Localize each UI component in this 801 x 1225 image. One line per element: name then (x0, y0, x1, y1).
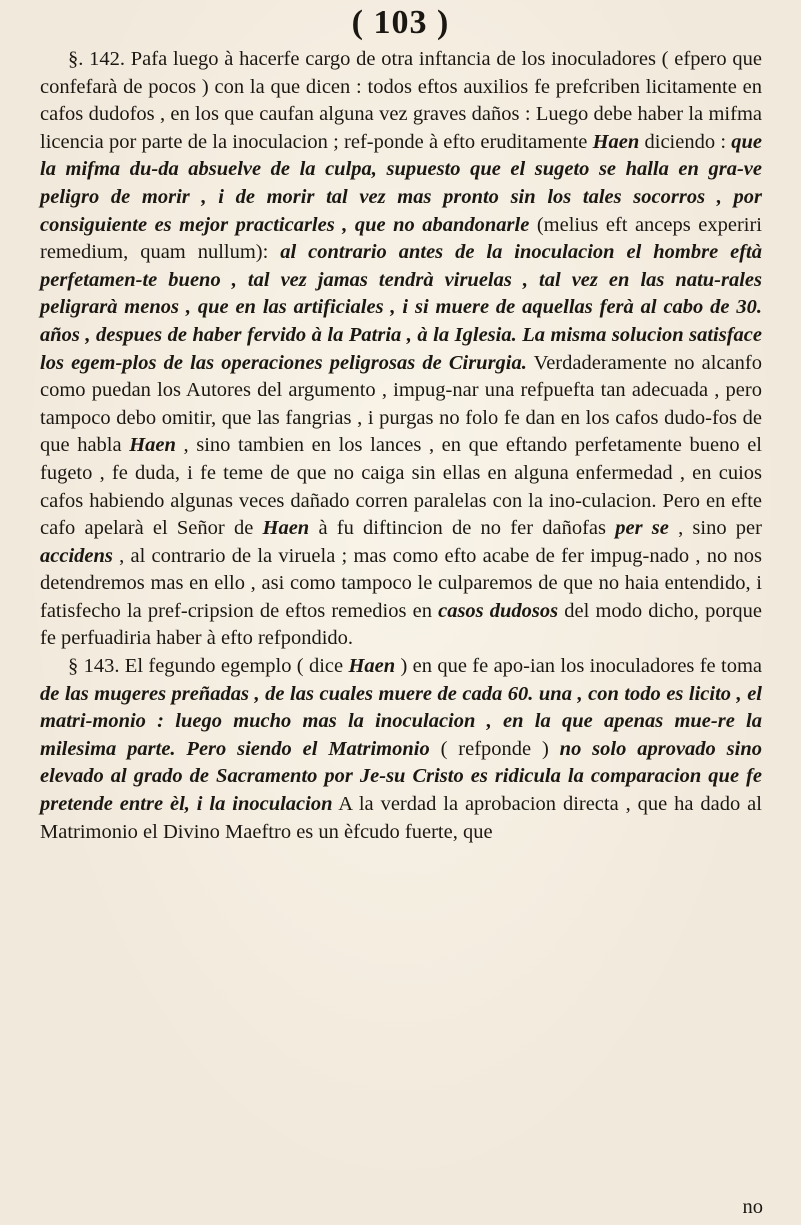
italic-segment: Haen (129, 434, 176, 457)
text-segment: à fu diftincion de no fer dañofas (309, 517, 616, 540)
text-segment: § 143. El fegundo egemplo ( dice (68, 655, 349, 678)
paragraph (40, 46, 762, 653)
italic-segment: Haen (592, 130, 640, 153)
text-segment: del modo dicho, porque fe perfuadiria haber à efto refpondido. (40, 599, 762, 650)
text-segment: , al contrario de la viruela ; mas como efto acabe de fer impug-nado , no nos detendremos mas en ello , asi como tampoco le culparemos de que no haia entendido, i fatisfecho la pref-cripsion de eftos remedios en (40, 544, 762, 622)
paragraph (40, 653, 762, 846)
text-segment: diciendo : (639, 130, 732, 153)
italic-segment: per se (615, 517, 669, 540)
text-segment: A la verdad la aprobacion directa , que ha dado al Matrimonio el Divino Maeftro es un èfcudo fuerte, que (40, 793, 762, 843)
text-segment: Verdaderamente no alcanfo como puedan los Autores del argumento , impug-nar una refpuefta tan adecuada , pero tampoco debo omitir, que las fangrias , i purgas no folo fe dan en los cafos dudo-fos de que habla (40, 351, 762, 457)
text-segment: ( refponde ) (429, 737, 560, 760)
text-segment: , sino per (668, 517, 762, 540)
catchword: no (742, 1196, 763, 1218)
text-segment: §. 142. Pafa luego à hacerfe cargo de otra inftancia de los inoculadores ( efpero que confefarà de pocos ) con la que dicen : todos eftos auxilios fe prefcriben licitamente en cafos dudofos , en los que caufan alguna vez graves daños : Luego debe haber la mifma licencia por parte de la inoculacion ; ref-ponde à efto eruditamente (40, 48, 762, 153)
italic-segment: casos dudosos (438, 599, 559, 622)
text-segment: (melius eft anceps experiri remedium, quam nullum): (40, 213, 762, 264)
italic-segment: que la mifma du-da absuelve de la culpa, supuesto que el sugeto se halla en gra-ve peligro de morir , i de morir tal vez mas pronto sin los tales socorros , por consiguiente es mejor practicarles , que no abandonarle (40, 130, 762, 236)
italic-segment: al contrario antes de la inoculacion el hombre eftà perfetamen-te bueno , tal vez jamas tendrà viruelas , tal vez en las natu-rales peligrarà menos , que en las artificiales , i si muere de aquellas ferà al cabo de 30. años , despues de haber fervido à la Patria , à la Iglesia. La misma solucion satisface los egem-plos de las operaciones peligrosas de Cirurgia. (40, 241, 763, 374)
text-segment: , sino tambien en los lances , en que eftando perfetamente bueno el fugeto , fe duda, i fe teme de que no caiga sin ellas en alguna enfermedad , en cuios cafos habiendo algunas veces dañado corren paralelas con la ino-culacion. Pero en efte cafo apelarà el Señor de (40, 434, 762, 540)
italic-segment: de las mugeres preñadas , de las cuales muere de cada 60. una , con todo es licito , el matri-monio : luego mucho mas la inoculacion , en la que apenas mue-re la milesima parte. Pero siendo el Matrimonio (40, 682, 762, 760)
page-number: ( 103 ) (351, 4, 450, 41)
italic-segment: Haen (348, 655, 396, 678)
italic-segment: no solo aprovado sino elevado al grado de Sacramento por Je-su Cristo es ridicula la comparacion que fe pretende entre èl, i la inoculacion (40, 737, 762, 816)
italic-segment: Haen (262, 517, 310, 540)
body-text (40, 46, 762, 846)
italic-segment: accidens (40, 544, 113, 567)
text-segment: ) en que fe apo-ian los inoculadores fe toma (395, 655, 762, 678)
